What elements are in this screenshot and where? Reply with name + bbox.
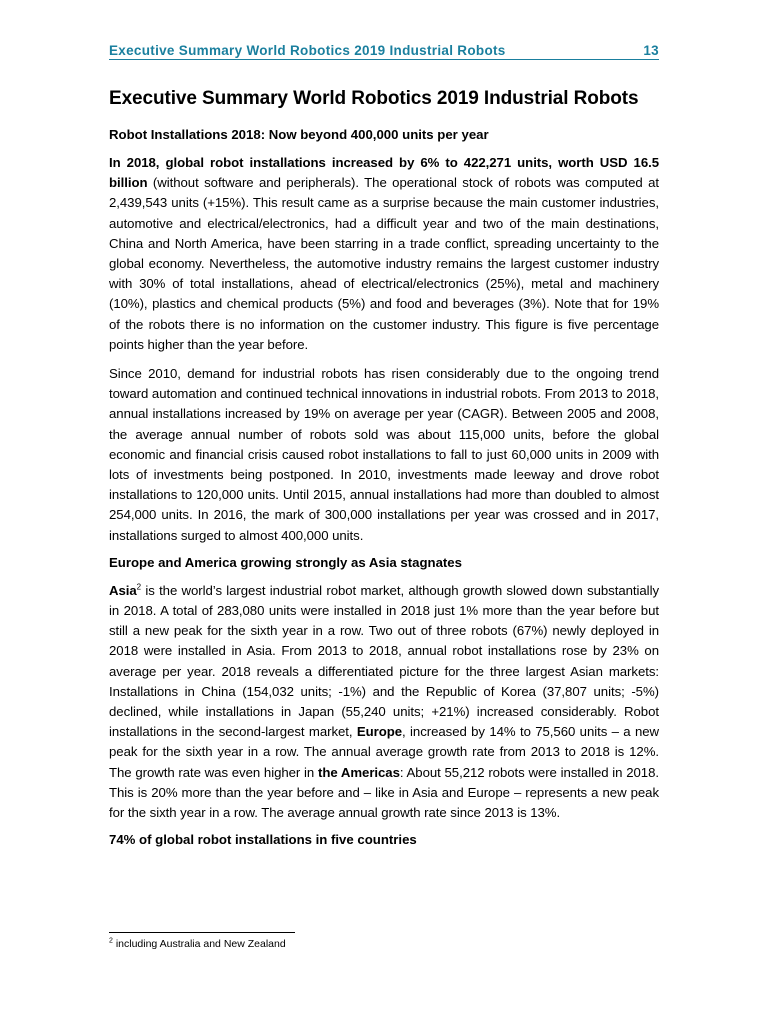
running-header bbox=[109, 43, 659, 60]
body-content bbox=[109, 127, 659, 858]
americas-label: the Americas bbox=[317, 764, 400, 780]
paragraph-text: : About 55,212 robots were installed in 2018. This is 20% more than the year before and – like in Asia and Europe – represents a new peak for the sixth year in a row. The average annual growth rate since 2013 is 13%. bbox=[109, 764, 659, 821]
paragraph-installations-2018 bbox=[109, 153, 659, 355]
paragraph-regions bbox=[109, 581, 659, 823]
running-header-title: Executive Summary World Robotics 2019 Industrial Robots bbox=[109, 43, 506, 58]
paragraph-text: , increased by 14% to 75,560 units – a new peak for the sixth year in a row. The annual average growth rate from 2013 to 2018 is 12%. The growth rate was even higher in bbox=[109, 724, 659, 780]
asia-label: Asia bbox=[109, 582, 137, 598]
paragraph-text: is the world’s largest industrial robot market, although growth slowed down substantially in 2018. A total of 283,080 units were installed in 2018 just 1% more than the year before but still a new peak for the sixth year in a row. Two out of three robots (67%) newly deployed in 2018 were installed in Asia. From 2013 to 2018, annual robot installations rose by 23% on average per year. 2018 reveals a differentiated picture for the three largest Asian markets: Installations in China (154,032 units; -1%) and the Republic of Korea (37,807 units; -5%) declined, while installations in Japan (55,240 units; +21%) increased considerably. Robot installations in the second-largest market, bbox=[109, 582, 659, 740]
footnote bbox=[109, 938, 286, 950]
section-heading-regions: Europe and America growing strongly as Asia stagnates bbox=[109, 554, 462, 570]
page-number: 13 bbox=[643, 43, 659, 58]
paragraph-text: (without software and peripherals). The operational stock of robots was computed at 2,439,543 units (+15%). This result came as a surprise because the main customer industries, automotive and electrical/electronics, had a difficult year and two of the main destinations, China and North America, have been starring in a trade conflict, spreading uncertainty to the global economy. Nevertheless, the automotive industry remains the largest customer industry with 30% of total installations, ahead of electrical/electronics (25%), metal and machinery (10%), plastics and chemical products (5%) and food and beverages (3%). Note that for 19% of the robots there is no information on the customer industry. This figure is five percentage points higher than the year before. bbox=[109, 175, 659, 352]
lead-statement: In 2018, global robot installations increased by 6% to 422,271 units, worth USD 16.5 billion bbox=[109, 155, 659, 191]
footnote-marker: 2 bbox=[109, 937, 113, 945]
section-heading-countries: 74% of global robot installations in five countries bbox=[109, 832, 417, 848]
footnote-reference: 2 bbox=[136, 582, 142, 592]
section-heading-installations: Robot Installations 2018: Now beyond 400,000 units per year bbox=[109, 127, 489, 142]
document-title: Executive Summary World Robotics 2019 Industrial Robots bbox=[109, 88, 639, 109]
europe-label: Europe bbox=[356, 724, 403, 740]
footnote-divider bbox=[109, 932, 295, 933]
footnote-text: including Australia and New Zealand bbox=[112, 938, 286, 950]
paragraph-demand-since-2010: Since 2010, demand for industrial robots has risen considerably due to the ongoing trend toward automation and continued technical innovations in industrial robots. From 2013 to 2018, annual installations increased by 19% on average per year (CAGR). Between 2005 and 2008, the average annual number of robots sold was about 115,000 units, before the global economic and financial crisis caused robot installations to fall to just 60,000 units in 2009 with lots of investments being postponed. In 2010, investments made leeway and drove robot installations to 120,000 units. Until 2015, annual installations had more than doubled to almost 254,000 units. In 2016, the mark of 300,000 installations per year was crossed and in 2017, installations surged to almost 400,000 units. bbox=[109, 366, 659, 543]
